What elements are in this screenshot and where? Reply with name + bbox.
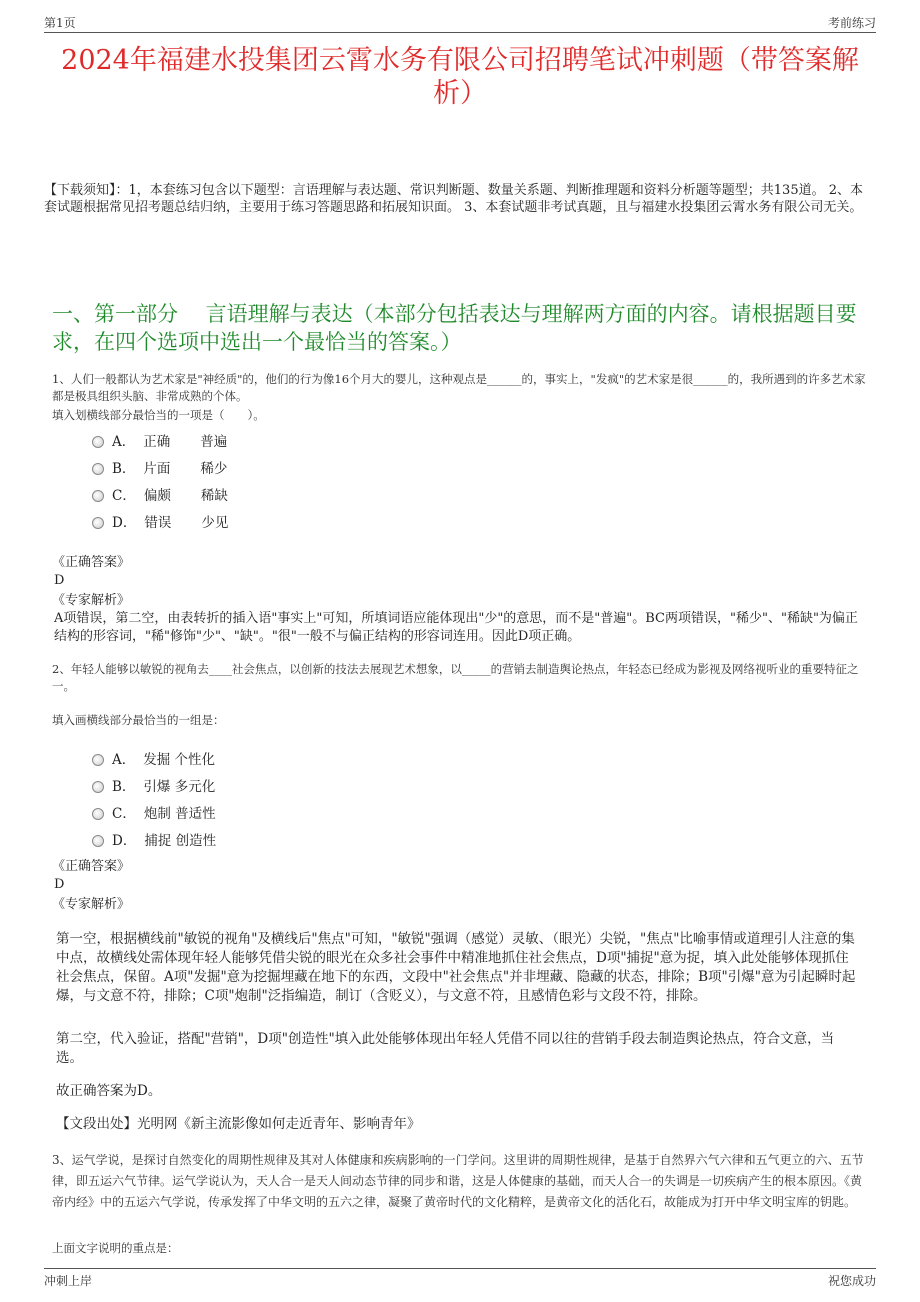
section-heading: 一、第一部分 言语理解与表达（本部分包括表达与理解两方面的内容。请根据题目要求，在四个选项中选出一个最恰当的答案。） xyxy=(52,302,857,354)
option-word-2: 稀少 xyxy=(200,461,228,477)
q1-answer: D xyxy=(54,573,65,588)
radio-button[interactable] xyxy=(92,436,104,448)
option-key: A． xyxy=(112,752,136,768)
q3-stem: 3、运气学说，是探讨自然变化的周期性规律及其对人体健康和疾病影响的一门学问。这里讲的周期性规律，是基于自然界六气六律和五气更立的六、五节律，即五运六气节律。运气学说认为，天人合一是天人间动态节律的同步和谐，这是人体健康的基础，而天人合一的失调是一切疾病产生的根本原因。《黄帝内经》中的五运六气学说，传承发挥了中华文明的五六之律，凝聚了黄帝时代的文化精粹，是黄帝文化的活化石，故能成为打开中华文明宝库的钥匙。 xyxy=(52,1153,864,1209)
radio-button[interactable] xyxy=(92,463,104,475)
option-text: 引爆 多元化 xyxy=(143,779,216,795)
header-right: 考前练习 xyxy=(827,16,876,30)
q1-analysis-label: 《专家解析》 xyxy=(52,593,131,608)
footer-right: 祝您成功 xyxy=(827,1274,876,1288)
option-word-2: 少见 xyxy=(201,515,229,531)
option-text: 捕捉 创造性 xyxy=(144,833,217,849)
q1-option-d[interactable] xyxy=(92,511,228,531)
download-notice: 【下载须知】：1，本套练习包含以下题型：言语理解与表达题、常识判断题、数量关系题、判断推理题和资料分析题等题型；共135道。 2、本套试题根据常见招考题总结归纳，主要用于练习答题思路和拓展知识面。 3、本套试题非考试真题，且与福建水投集团云霄水务有限公司无关。 xyxy=(44,183,863,215)
option-key: C． xyxy=(112,488,136,504)
header-rule xyxy=(44,32,876,33)
option-key: A． xyxy=(112,434,136,450)
radio-button[interactable] xyxy=(92,754,104,766)
option-text: 发掘 个性化 xyxy=(143,752,216,768)
radio-button[interactable] xyxy=(92,490,104,502)
q2-option-a[interactable] xyxy=(92,748,215,768)
q2-analysis-3: 故正确答案为D。 xyxy=(56,1083,162,1099)
q2-analysis-1: 第一空，根据横线前"敏锐的视角"及横线后"焦点"可知，"敏锐"强调（感觉）灵敏、（眼光）尖锐，"焦点"比喻事情或道理引人注意的集中点，故横线处需体现年轻人能够凭借尖锐的眼光在众多社会事件中精准地抓住社会焦点，D项"捕捉"意为捉，填入此处能够体现抓住社会焦点，保留。A项"发掘"意为挖掘埋藏在地下的东西，文段中"社会焦点"并非埋藏、隐藏的状态，排除；B项"引爆"意为引起瞬时起爆，与文意不符，排除；C项"炮制"泛指编造，制订（含贬义），与文意不符，且感情色彩与文段不符，排除。 xyxy=(56,931,856,1004)
option-key: C． xyxy=(112,806,136,822)
q2-answer-label: 《正确答案》 xyxy=(52,859,131,874)
option-word-2: 稀缺 xyxy=(200,488,228,504)
q2-option-b[interactable] xyxy=(92,775,215,795)
option-word-1: 偏颇 xyxy=(143,488,171,504)
q2-answer: D xyxy=(54,877,65,892)
q1-option-a[interactable] xyxy=(92,430,227,450)
q3-prompt: 上面文字说明的重点是： xyxy=(52,1241,179,1255)
option-key: D． xyxy=(112,833,137,849)
radio-button[interactable] xyxy=(92,835,104,847)
radio-button[interactable] xyxy=(92,517,104,529)
q2-stem: 2、年轻人能够以敏锐的视角去____社会焦点，以创新的技法去展现艺术想象，以_____的营销去制造舆论热点，年轻态已经成为影视及网络视听业的重要特征之一。 xyxy=(52,662,859,693)
q1-option-c[interactable] xyxy=(92,484,228,504)
q2-analysis-label: 《专家解析》 xyxy=(52,897,131,912)
q1-option-b[interactable] xyxy=(92,457,227,477)
q2-option-c[interactable] xyxy=(92,802,216,822)
q1-prompt: 填入划横线部分最恰当的一项是（ ）。 xyxy=(52,408,265,422)
option-key: B． xyxy=(112,461,136,477)
option-word-1: 错误 xyxy=(144,515,172,531)
q1-analysis: A项错误，第二空，由表转折的插入语"事实上"可知，所填词语应能体现出"少"的意思，而不是"普遍"。BC两项错误，"稀少"、"稀缺"为偏正结构的形容词，"稀"修饰"少"、"缺"。"很"一般不与偏正结构的形容词连用。因此D项正确。 xyxy=(54,611,858,644)
footer-left: 冲刺上岸 xyxy=(44,1274,93,1288)
option-key: D． xyxy=(112,515,137,531)
option-word-1: 片面 xyxy=(143,461,171,477)
radio-button[interactable] xyxy=(92,781,104,793)
footer-rule xyxy=(44,1268,876,1269)
q1-stem: 1、人们一般都认为艺术家是"神经质"的，他们的行为像16个月大的婴儿，这种观点是______的，事实上，"发疯"的艺术家是很______的，我所遇到的许多艺术家都是极具组织头脑、非常成熟的个体。 xyxy=(52,372,866,403)
q1-answer-label: 《正确答案》 xyxy=(52,555,131,570)
option-word-1: 正确 xyxy=(143,434,171,450)
page-number: 第1页 xyxy=(44,16,76,30)
option-text: 炮制 普适性 xyxy=(143,806,216,822)
document-title: 2024年福建水投集团云霄水务有限公司招聘笔试冲刺题（带答案解析） xyxy=(61,45,859,109)
option-key: B． xyxy=(112,779,136,795)
option-word-2: 普遍 xyxy=(200,434,228,450)
q2-source: 【文段出处】光明网《新主流影像如何走近青年、影响青年》 xyxy=(56,1116,421,1132)
q2-option-d[interactable] xyxy=(92,829,216,849)
q2-prompt: 填入画横线部分最恰当的一组是： xyxy=(52,713,225,727)
q2-analysis-2: 第二空，代入验证，搭配"营销"，D项"创造性"填入此处能够体现出年轻人凭借不同以往的营销手段去制造舆论热点，符合文意，当选。 xyxy=(56,1031,835,1066)
radio-button[interactable] xyxy=(92,808,104,820)
